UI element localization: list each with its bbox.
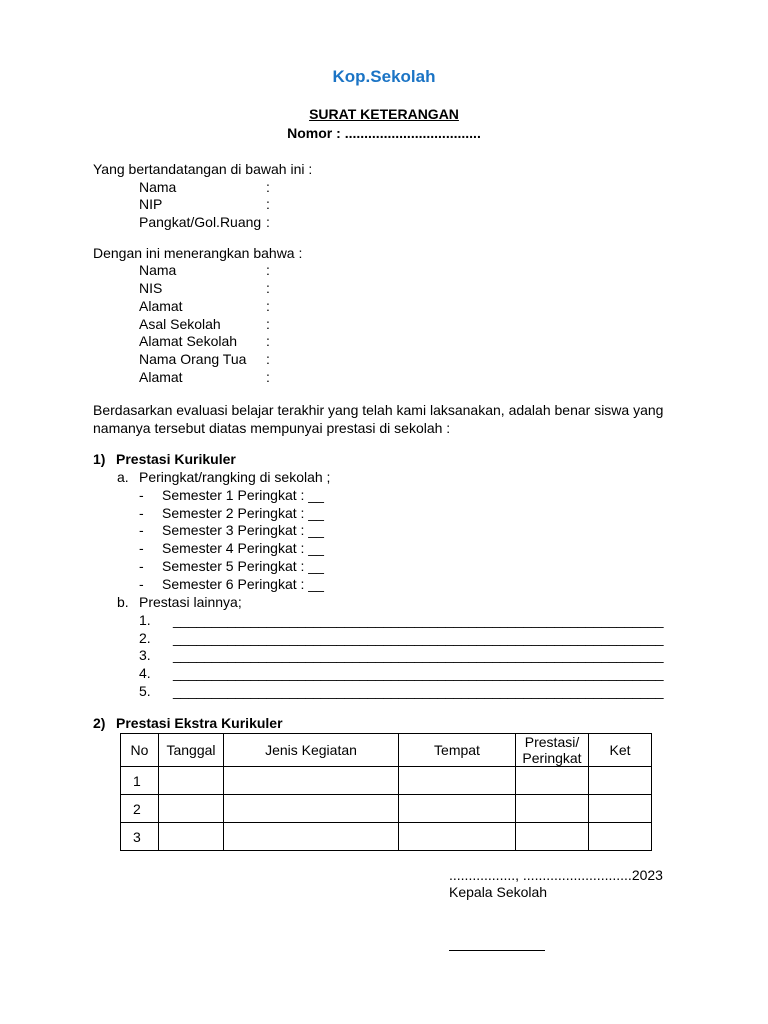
dash-bullet: - <box>139 540 144 556</box>
ekstra-table <box>120 733 652 851</box>
row-number: 1 <box>121 767 159 795</box>
semester-item: Semester 6 Peringkat : __ <box>162 576 324 592</box>
signer-field-nip: NIP <box>139 196 163 212</box>
dash-bullet: - <box>139 558 144 574</box>
cell-tempat <box>399 795 516 823</box>
semester-item: Semester 3 Peringkat : __ <box>162 522 324 538</box>
dash-bullet: - <box>139 522 144 538</box>
cell-ket <box>589 795 652 823</box>
section-title-kurikuler: Prestasi Kurikuler <box>116 451 236 467</box>
cell-ket <box>589 767 652 795</box>
semester-item: Semester 2 Peringkat : __ <box>162 505 324 521</box>
lainnya-number: 1. <box>139 612 151 628</box>
semester-item: Semester 1 Peringkat : __ <box>162 487 324 503</box>
header-ket: Ket <box>589 734 652 767</box>
student-field-nis: NIS <box>139 280 163 296</box>
student-field-alamat-ortu: Alamat <box>139 369 183 385</box>
evaluation-line-2: namanya tersebut diatas mempunyai prestasi di sekolah : <box>93 420 451 436</box>
cell-tempat <box>399 823 516 851</box>
cell-tempat <box>399 767 516 795</box>
signer-field-pangkat: Pangkat/Gol.Ruang <box>139 214 262 230</box>
header-no: No <box>121 734 159 767</box>
section-number-2: 2) <box>93 715 106 731</box>
item-text-b: Prestasi lainnya; <box>139 594 242 610</box>
lainnya-number: 2. <box>139 630 151 646</box>
dash-bullet: - <box>139 505 144 521</box>
student-field-asal-sekolah: Asal Sekolah <box>139 316 221 332</box>
separator: : <box>266 351 270 367</box>
dash-bullet: - <box>139 576 144 592</box>
letter-number: Nomor : ................................... <box>287 125 481 141</box>
cell-jenis <box>224 823 399 851</box>
kop-sekolah: Kop.Sekolah <box>332 67 436 86</box>
section-title-ekstra: Prestasi Ekstra Kurikuler <box>116 715 283 731</box>
semester-item: Semester 5 Peringkat : __ <box>162 558 324 574</box>
separator: : <box>266 196 270 212</box>
row-number: 2 <box>121 795 159 823</box>
separator: : <box>266 280 270 296</box>
letter-title: SURAT KETERANGAN <box>309 106 459 122</box>
student-intro: Dengan ini menerangkan bahwa : <box>93 245 303 261</box>
cell-jenis <box>224 767 399 795</box>
lainnya-number: 5. <box>139 683 151 699</box>
item-text-a: Peringkat/rangking di sekolah ; <box>139 469 331 485</box>
student-field-alamat: Alamat <box>139 298 183 314</box>
signer-intro: Yang bertandatangan di bawah ini : <box>93 161 313 177</box>
header-prestasi-line-2: Peringkat <box>522 750 582 766</box>
separator: : <box>266 214 270 230</box>
cell-tanggal <box>159 823 224 851</box>
closing-role: Kepala Sekolah <box>449 884 548 900</box>
header-jenis-kegiatan: Jenis Kegiatan <box>224 734 399 767</box>
header-tanggal: Tanggal <box>159 734 224 767</box>
student-field-alamat-sekolah: Alamat Sekolah <box>139 333 238 349</box>
cell-prestasi <box>516 767 589 795</box>
table-header-row <box>121 734 652 767</box>
table-row <box>121 767 652 795</box>
blank-line: _______________________________________________________________ <box>173 630 664 646</box>
separator: : <box>266 179 270 195</box>
dash-bullet: - <box>139 487 144 503</box>
lainnya-number: 4. <box>139 665 151 681</box>
table-row <box>121 823 652 851</box>
header-tempat: Tempat <box>399 734 516 767</box>
blank-line: _______________________________________________________________ <box>173 612 664 628</box>
row-number: 3 <box>121 823 159 851</box>
separator: : <box>266 333 270 349</box>
student-field-nama: Nama <box>139 262 177 278</box>
item-label-b: b. <box>117 594 129 610</box>
item-label-a: a. <box>117 469 129 485</box>
semester-item: Semester 4 Peringkat : __ <box>162 540 324 556</box>
section-number-1: 1) <box>93 451 106 467</box>
closing-date: ................., ............................2023 <box>449 867 663 883</box>
separator: : <box>266 262 270 278</box>
signature-line <box>449 950 545 951</box>
signer-field-nama: Nama <box>139 179 177 195</box>
blank-line: _______________________________________________________________ <box>173 683 664 699</box>
student-field-orang-tua: Nama Orang Tua <box>139 351 247 367</box>
separator: : <box>266 369 270 385</box>
cell-tanggal <box>159 795 224 823</box>
blank-line: _______________________________________________________________ <box>173 665 664 681</box>
cell-prestasi <box>516 823 589 851</box>
header-prestasi <box>516 734 589 767</box>
cell-prestasi <box>516 795 589 823</box>
table-row <box>121 795 652 823</box>
cell-tanggal <box>159 767 224 795</box>
lainnya-number: 3. <box>139 647 151 663</box>
evaluation-line-1: Berdasarkan evaluasi belajar terakhir yang telah kami laksanakan, adalah benar siswa yang <box>93 402 664 418</box>
separator: : <box>266 298 270 314</box>
blank-line: _______________________________________________________________ <box>173 647 664 663</box>
cell-jenis <box>224 795 399 823</box>
cell-ket <box>589 823 652 851</box>
separator: : <box>266 316 270 332</box>
header-prestasi-line-1: Prestasi/ <box>524 734 580 750</box>
